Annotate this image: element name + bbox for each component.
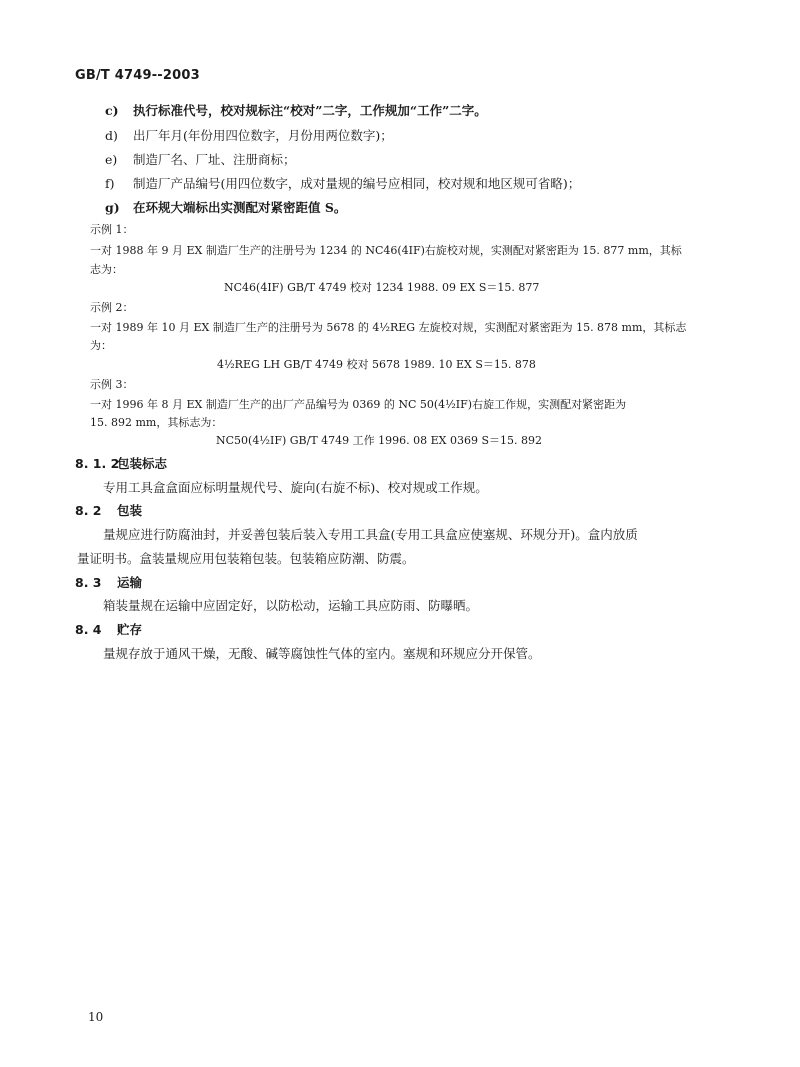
page-number: 10 [88, 1010, 104, 1024]
list-item-text: 执行标准代号，校对规标注“校对”二字，工作规加“工作”二字。 [133, 103, 487, 118]
section-heading [75, 622, 142, 638]
section-number: 8. 2 [75, 503, 102, 518]
list-item-f [105, 176, 580, 192]
section-paragraph: 箱装量规在运输中应固定好，以防松动，运输工具应防雨、防曝晒。 [103, 598, 479, 613]
example-3-title: 示例 3： [90, 378, 134, 391]
section-paragraph: 量规存放于通风干燥，无酸、碱等腐蚀性气体的室内。塞规和环规应分开保管。 [103, 646, 541, 661]
list-item-c [105, 103, 487, 119]
example-3-text: 一对 1996 年 8 月 EX 制造厂生产的出厂产品编号为 0369 的 NC 50(4½IF)右旋工作规，实测配对紧密距为 [90, 398, 627, 411]
section-paragraph: 量规应进行防腐油封，并妥善包装后装入专用工具盒(专用工具盒应使塞规、环规分开)。盒内放质 [103, 527, 638, 542]
example-1-title: 示例 1： [90, 223, 134, 236]
list-item-label: f) [105, 176, 115, 191]
example-1-text-cont: 志为： [90, 263, 123, 276]
example-3-marking: NC50(4½IF) GB/T 4749 工作 1996. 08 EX 0369 S＝15. 892 [216, 434, 543, 447]
section-paragraph-cont: 量证明书。盒装量规应用包装箱包装。包装箱应防潮、防震。 [77, 551, 415, 566]
standard-code-header: GB/T 4749--2003 [75, 68, 200, 83]
example-2-text: 一对 1989 年 10 月 EX 制造厂生产的注册号为 5678 的 4½REG 左旋校对规，实测配对紧密距为 15. 878 mm，其标志 [90, 321, 687, 334]
example-2-text-cont: 为： [90, 339, 112, 352]
example-2-title: 示例 2： [90, 301, 134, 314]
list-item-d [105, 128, 393, 144]
example-1-text: 一对 1988 年 9 月 EX 制造厂生产的注册号为 1234 的 NC46(4IF)右旋校对规，实测配对紧密距为 15. 877 mm，其标 [90, 244, 682, 257]
list-item-g [105, 200, 346, 216]
list-item-label: d) [105, 128, 118, 143]
list-item-text: 制造厂产品编号(用四位数字，成对量规的编号应相同，校对规和地区规可省略)； [133, 176, 581, 191]
section-number: 8. 4 [75, 622, 102, 637]
example-1-marking: NC46(4IF) GB/T 4749 校对 1234 1988. 09 EX S＝15. 877 [224, 281, 540, 294]
section-heading [75, 456, 167, 472]
list-item-text: 在环规大端标出实测配对紧密距值 S。 [133, 200, 347, 215]
list-item-e [105, 152, 296, 168]
section-heading [75, 575, 142, 591]
list-item-text: 出厂年月(年份用四位数字，月份用两位数字)； [133, 128, 393, 143]
list-item-label: e) [105, 152, 118, 167]
section-number: 8. 1. 2 [75, 456, 120, 471]
list-item-label: g) [105, 200, 120, 215]
section-heading [75, 503, 142, 519]
section-title: 包装标志 [117, 456, 168, 471]
example-3-text-cont: 15. 892 mm，其标志为： [90, 416, 223, 429]
section-paragraph: 专用工具盒盒面应标明量规代号、旋向(右旋不标)、校对规或工作规。 [103, 480, 488, 495]
example-2-marking: 4½REG LH GB/T 4749 校对 5678 1989. 10 EX S＝15. 878 [217, 358, 536, 371]
section-title: 贮存 [117, 622, 143, 637]
list-item-text: 制造厂名、厂址、注册商标； [133, 152, 296, 167]
section-number: 8. 3 [75, 575, 102, 590]
list-item-label: c) [105, 103, 119, 118]
section-title: 运输 [117, 575, 143, 590]
section-title: 包装 [117, 503, 143, 518]
